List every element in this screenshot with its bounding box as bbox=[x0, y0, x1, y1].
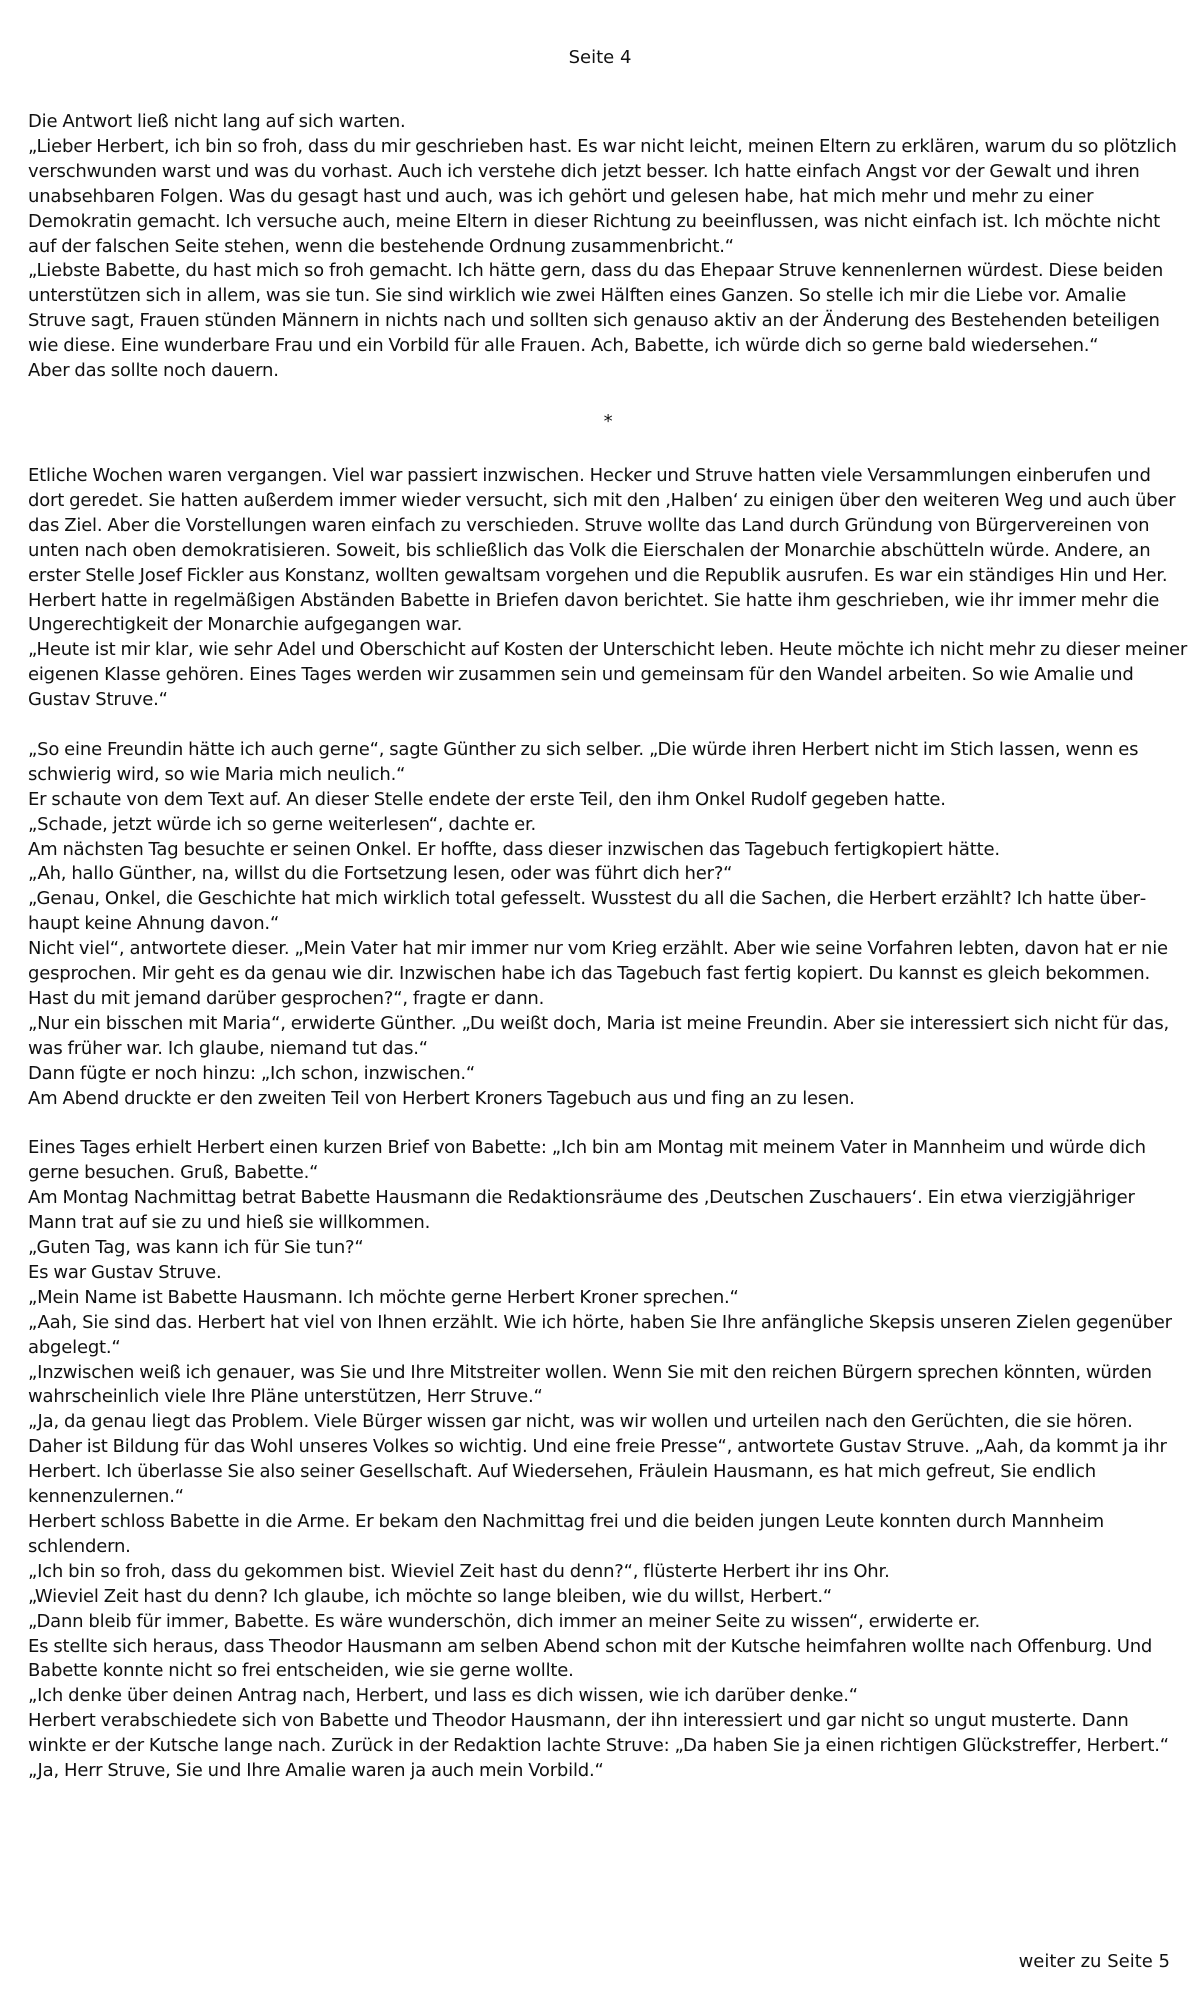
paragraph: Die Antwort ließ nicht lang auf sich warten. bbox=[28, 111, 406, 132]
paragraph: „Inzwischen weiß ich genauer, was Sie und Ihre Mitstreiter wollen. Wenn Sie mit den reichen Bürgern sprechen könnten, würden wahrscheinlich viele Ihre Pläne unterstützen, Herr Struve.“ bbox=[28, 1361, 1152, 1408]
paragraph: Herbert hatte in regelmäßigen Abständen Babette in Briefen davon berichtet. Sie hatte ihm geschrieben, wie ihr immer mehr die Ungerechtigkeit der Monarchie aufgegangen war. bbox=[28, 589, 1160, 636]
paragraph: „Wieviel Zeit hast du denn? Ich glaube, ich möchte so lange bleiben, wie du willst, Herbert.“ bbox=[28, 1585, 833, 1607]
paragraph: Am nächsten Tag besuchte er seinen Onkel. Er hoffte, dass dieser inzwischen das Tagebuch fertigkopiert hätte. bbox=[28, 838, 1000, 860]
paragraph: „Genau, Onkel, die Geschichte hat mich wirklich total gefesselt. Wusstest du all die Sachen, die Herbert erzählt? Ich hatte überhaupt keine Ahnung davon.“ bbox=[28, 888, 1147, 935]
paragraph: „Liebste Babette, du hast mich so froh gemacht. Ich hätte gern, dass du das Ehepaar Struve kennenlernen würdest. Diese beiden unterstützen sich in allem, was sie tun. Sie sind wirklich wie zwei Hälften eines Ganzen. So stelle ich mir die Liebe vor. Amalie Struve sagt, Frauen stünden Männern in nichts nach und sollten sich genauso aktiv an der Änderung des Bestehenden beteiligen wie diese. Eine wunderbare Frau und ein Vorbild für alle Frauen. Ach, Babette, ich würde dich so gerne bald wiedersehen.“ bbox=[28, 260, 1164, 357]
paragraph: Dann fügte er noch hinzu: „Ich schon, inzwischen.“ bbox=[28, 1062, 476, 1084]
paragraph: Nicht viel“, antwortete dieser. „Mein Vater hat mir immer nur vom Krieg erzählt. Aber wie seine Vorfahren lebten, davon hat er nie gesprochen. Mir geht es da genau wie dir. Inzwischen habe ich das Tagebuch fast fertig kopiert. Du kannst es gleich bekommen. Hast du mit jemand darüber gesprochen?“, fragte er dann. bbox=[28, 938, 1168, 1009]
section-guenther bbox=[28, 738, 1188, 1112]
next-page-link[interactable]: weiter zu Seite 5 bbox=[1018, 1951, 1170, 1972]
paragraph: „Guten Tag, was kann ich für Sie tun?“ bbox=[28, 1237, 364, 1259]
paragraph: „Ja, Herr Struve, Sie und Ihre Amalie waren ja auch mein Vorbild.“ bbox=[28, 1760, 604, 1782]
paragraph: „So eine Freundin hätte ich auch gerne“, sagte Günther zu sich selber. „Die würde ihren Herbert nicht im Stich lassen, wenn es schwierig wird, so wie Maria mich neulich.“ bbox=[28, 738, 1139, 785]
paragraph: „Ja, da genau liegt das Problem. Viele Bürger wissen gar nicht, was wir wollen und urteilen nach den Gerüchten, die sie hören. Daher ist Bildung für das Wohl unseres Volkes so wichtig. Und eine freie Presse“, antwortete Gustav Struve. „Aah, da kommt ja ihr Herbert. Ich überlasse Sie also seiner Gesellschaft. Auf Wiedersehen, Fräulein Hausmann, es hat mich gefreut, Sie endlich kennenzulernen.“ bbox=[28, 1411, 1167, 1508]
blank-line bbox=[28, 1112, 1188, 1137]
paragraph: Herbert verabschiedete sich von Babette und Theodor Hausmann, der ihn interessiert und gar nicht so ungut musterte. Dann winkte er der Kutsche lange nach. Zurück in der Redaktion lachte Struve: „Da haben Sie ja einen richtigen Glückstreffer, Herbert.“ bbox=[28, 1710, 1169, 1757]
paragraph: „Mein Name ist Babette Hausmann. Ich möchte gerne Herbert Kroner sprechen.“ bbox=[28, 1286, 739, 1308]
paragraph: „Aah, Sie sind das. Herbert hat viel von Ihnen erzählt. Wie ich hörte, haben Sie Ihre anfängliche Skepsis unseren Zielen gegenüber abgelegt.“ bbox=[28, 1311, 1172, 1358]
paragraph: „Ah, hallo Günther, na, willst du die Fortsetzung lesen, oder was führt dich her?“ bbox=[28, 863, 733, 885]
paragraph: Am Montag Nachmittag betrat Babette Hausmann die Redaktionsräume des ‚Deutschen Zuschauers‘. Ein etwa vierzigjähriger Mann trat auf sie zu und hieß sie willkommen. bbox=[28, 1187, 1135, 1234]
paragraph: „Heute ist mir klar, wie sehr Adel und Oberschicht auf Kosten der Unterschicht leben. Heute möchte ich nicht mehr zu dieser meiner eigenen Klasse gehören. Eines Tages werden wir zusammen sein und gemeinsam für den Wandel arbeiten. So wie Amalie und Gustav Struve.“ bbox=[28, 639, 1188, 711]
section-letters bbox=[28, 110, 1188, 384]
paragraph: „Schade, jetzt würde ich so gerne weiterlesen“, dachte er. bbox=[28, 813, 537, 835]
paragraph: Eines Tages erhielt Herbert einen kurzen Brief von Babette: „Ich bin am Montag mit meinem Vater in Mannheim und würde dich gerne besuchen. Gruß, Babette.“ bbox=[28, 1137, 1146, 1184]
paragraph: „Nur ein bisschen mit Maria“, erwiderte Günther. „Du weißt doch, Maria ist meine Freundin. Aber sie interessiert sich nicht für das, was früher war. Ich glaube, niemand tut das.“ bbox=[28, 1012, 1170, 1059]
blank-line bbox=[28, 713, 1188, 738]
section-break-asterisk: * bbox=[603, 410, 613, 432]
paragraph: „Lieber Herbert, ich bin so froh, dass du mir geschrieben hast. Es war nicht leicht, meinen Eltern zu erklären, warum du so plötzlich verschwunden warst und was du vorhast. Auch ich verstehe dich jetzt besser. Ich hatte einfach Angst vor der Gewalt und ihren unabsehbaren Folgen. Was du gesagt hast und auch, was ich gehört und gelesen habe, hat mich mehr und mehr zu einer Demokratin gemacht. Ich versuche auch, meine Eltern in dieser Richtung zu beeinflussen, was nicht einfach ist. Ich möchte nicht auf der falschen Seite stehen, wenn die bestehende Ordnung zusammenbricht.“ bbox=[28, 135, 1177, 257]
paragraph: „Ich bin so froh, dass du gekommen bist. Wieviel Zeit hast du denn?“, flüsterte Herbert ihr ins Ohr. bbox=[28, 1560, 890, 1582]
page-number-header: Seite 4 bbox=[568, 47, 632, 68]
paragraph: Etliche Wochen waren vergangen. Viel war passiert inzwischen. Hecker und Struve hatten viele Versammlungen einberufen und dort geredet. Sie hatten außerdem immer wieder versucht, sich mit den ‚Halben‘ zu einigen über den weiteren Weg und auch über das Ziel. Aber die Vorstellungen waren einfach zu verschieden. Struve wollte das Land durch Gründung von Bürgervereinen von unten nach oben demokratisieren. Soweit, bis schließlich das Volk die Eierschalen der Monarchie abschütteln würde. Andere, an erster Stelle Josef Fickler aus Konstanz, wollten gewaltsam vorgehen und die Republik ausrufen. Es war ein ständiges Hin und Her. bbox=[28, 464, 1176, 586]
paragraph: Es stellte sich heraus, dass Theodor Hausmann am selben Abend schon mit der Kutsche heimfahren wollte nach Offenburg. Und Babette konnte nicht so frei entscheiden, wie sie gerne wollte. bbox=[28, 1635, 1153, 1682]
paragraph: „Ich denke über deinen Antrag nach, Herbert, und lass es dich wissen, wie ich darüber denke.“ bbox=[28, 1685, 858, 1707]
paragraph: Am Abend druckte er den zweiten Teil von Herbert Kroners Tagebuch aus und fing an zu lesen. bbox=[28, 1087, 855, 1109]
paragraph: Er schaute von dem Text auf. An dieser Stelle endete der erste Teil, den ihm Onkel Rudolf gegeben hatte. bbox=[28, 788, 946, 810]
paragraph: „Dann bleib für immer, Babette. Es wäre wunderschön, dich immer an meiner Seite zu wissen“, erwiderte er. bbox=[28, 1610, 981, 1632]
section-babette-visit bbox=[28, 1136, 1188, 1784]
paragraph: Aber das sollte noch dauern. bbox=[28, 360, 279, 382]
page-body bbox=[28, 110, 1188, 1784]
paragraph: Herbert schloss Babette in die Arme. Er bekam den Nachmittag frei und die beiden jungen Leute konnten durch Mannheim schlendern. bbox=[28, 1511, 1104, 1557]
section-weeks-later bbox=[28, 464, 1188, 713]
paragraph: Es war Gustav Struve. bbox=[28, 1261, 222, 1283]
